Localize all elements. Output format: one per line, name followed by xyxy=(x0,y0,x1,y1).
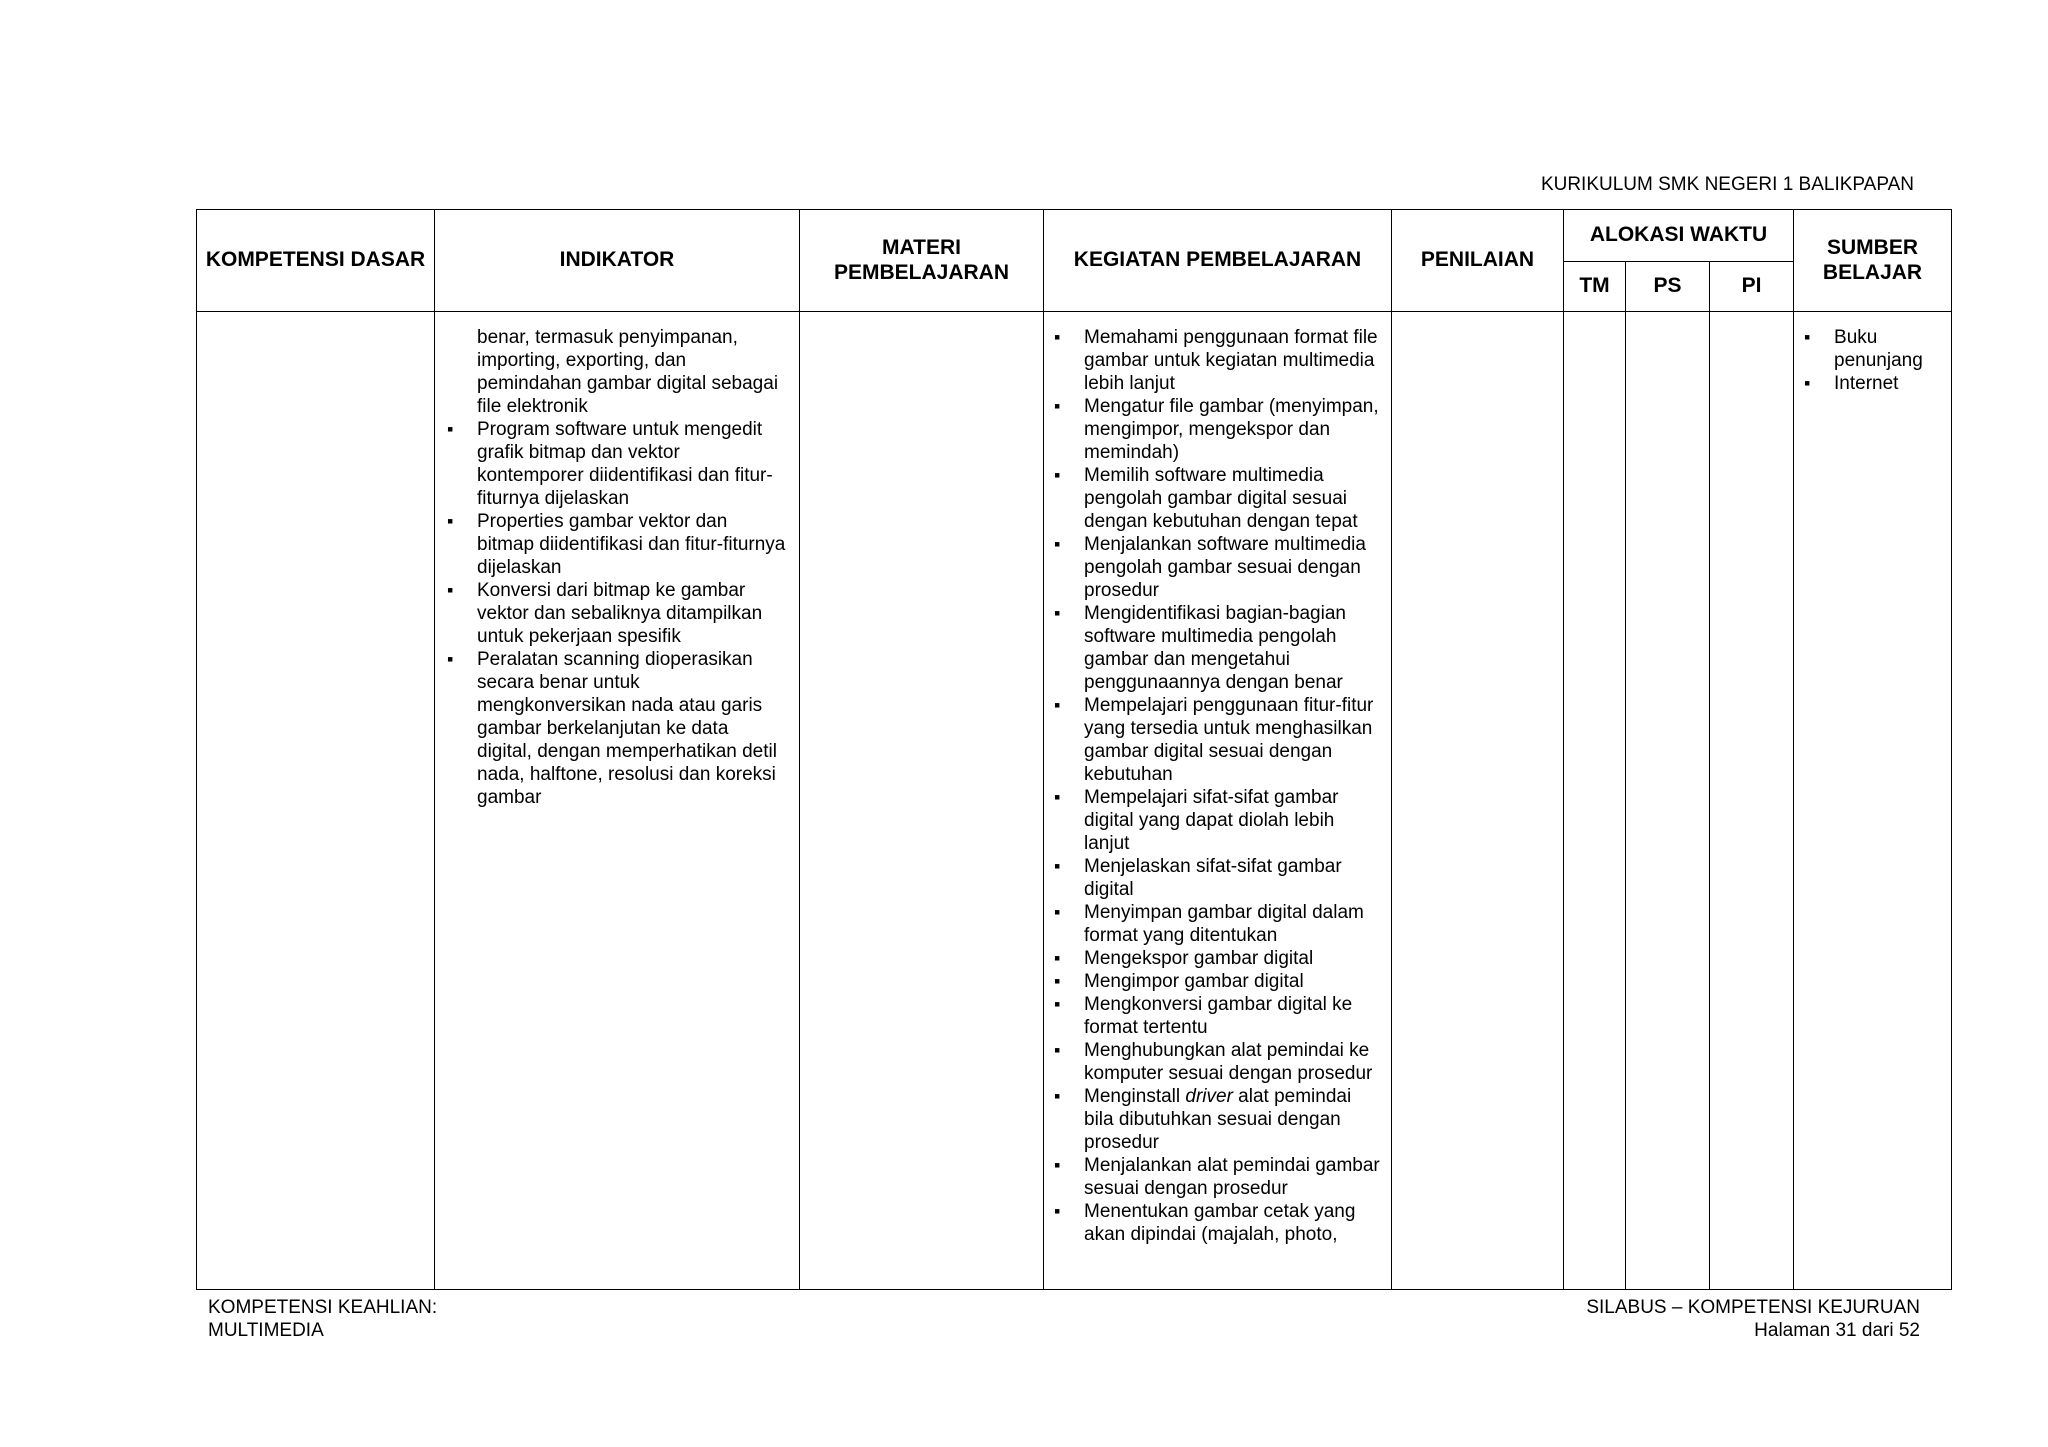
col-header-penilaian: PENILAIAN xyxy=(1392,210,1564,312)
cell-penilaian xyxy=(1392,312,1564,1290)
kegiatan-item: ▪ Mengekspor gambar digital xyxy=(1044,947,1381,970)
kegiatan-item: ▪ Mengimpor gambar digital xyxy=(1044,970,1381,993)
footer-page-number: Halaman 31 dari 52 xyxy=(1754,1320,1920,1341)
syllabus-table xyxy=(196,209,1952,1290)
cell-tm xyxy=(1564,312,1626,1290)
document-header: KURIKULUM SMK NEGERI 1 BALIKPAPAN xyxy=(1540,174,1914,195)
indikator-item: ▪ Konversi dari bitmap ke gambar vektor dan sebaliknya ditampilkan untuk pekerjaan spesifik xyxy=(437,579,787,648)
kegiatan-item: ▪ Menjalankan software multimedia pengolah gambar sesuai dengan prosedur xyxy=(1044,533,1381,602)
col-header-indikator: INDIKATOR xyxy=(435,210,800,312)
sumber-list xyxy=(1794,326,1945,395)
kegiatan-driver-after: alat pemindai bila dibutuhkan sesuai dengan prosedur xyxy=(1084,1086,1352,1153)
col-header-kegiatan: KEGIATAN PEMBELAJARAN xyxy=(1044,210,1392,312)
kegiatan-item-driver xyxy=(1044,1085,1381,1154)
col-header-ps: PS xyxy=(1626,262,1710,312)
kegiatan-item: ▪ Mengidentifikasi bagian-bagian software multimedia pengolah gambar dan mengetahui penggunaannya dengan benar xyxy=(1044,602,1381,694)
col-header-sumber: SUMBER BELAJAR xyxy=(1794,210,1952,312)
cell-ps xyxy=(1626,312,1710,1290)
kegiatan-item: ▪ Memilih software multimedia pengolah gambar digital sesuai dengan kebutuhan dengan tepat xyxy=(1044,464,1381,533)
col-header-tm: TM xyxy=(1564,262,1626,312)
col-header-kompetensi-dasar: KOMPETENSI DASAR xyxy=(197,210,435,312)
indikator-item: ▪ Peralatan scanning dioperasikan secara benar untuk mengkonversikan nada atau garis gambar berkelanjutan ke data digital, dengan memperhatikan detil nada, halftone, resolusi dan koreksi gambar xyxy=(437,648,787,809)
sumber-item: ▪ Buku penunjang xyxy=(1794,326,1945,372)
cell-kegiatan xyxy=(1044,312,1392,1290)
footer-competency-label: KOMPETENSI KEAHLIAN: xyxy=(208,1297,438,1318)
kegiatan-item: ▪ Mempelajari penggunaan fitur-fitur yang tersedia untuk menghasilkan gambar digital sesuai dengan kebutuhan xyxy=(1044,694,1381,786)
kegiatan-item: ▪ Menjalankan alat pemindai gambar sesuai dengan prosedur xyxy=(1044,1154,1381,1200)
footer-doc-title: SILABUS – KOMPETENSI KEJURUAN xyxy=(1586,1297,1920,1318)
cell-materi xyxy=(800,312,1044,1290)
kegiatan-list xyxy=(1044,326,1381,1246)
indikator-item: ▪ Properties gambar vektor dan bitmap diidentifikasi dan fitur-fiturnya dijelaskan xyxy=(437,510,787,579)
indikator-list xyxy=(437,326,787,809)
kegiatan-item: ▪ Menyimpan gambar digital dalam format yang ditentukan xyxy=(1044,901,1381,947)
footer-competency-value: MULTIMEDIA xyxy=(208,1320,324,1341)
kegiatan-item: ▪ Mengatur file gambar (menyimpan, mengimpor, mengekspor dan memindah) xyxy=(1044,395,1381,464)
footer-right xyxy=(1586,1296,1920,1342)
kegiatan-driver-italic: driver xyxy=(1185,1086,1233,1107)
cell-indikator xyxy=(435,312,800,1290)
kegiatan-item: ▪ Menjelaskan sifat-sifat gambar digital xyxy=(1044,855,1381,901)
kegiatan-item: ▪ Menentukan gambar cetak yang akan dipindai (majalah, photo, xyxy=(1044,1200,1381,1246)
col-header-pi: PI xyxy=(1710,262,1794,312)
kegiatan-item: ▪ Mempelajari sifat-sifat gambar digital yang dapat diolah lebih lanjut xyxy=(1044,786,1381,855)
kegiatan-item: ▪ Memahami penggunaan format file gambar untuk kegiatan multimedia lebih lanjut xyxy=(1044,326,1381,395)
indikator-continuation: benar, termasuk penyimpanan, importing, exporting, dan pemindahan gambar digital sebagai file elektronik xyxy=(477,327,779,417)
indikator-item: ▪ Program software untuk mengedit grafik bitmap dan vektor kontemporer diidentifikasi dan fitur-fiturnya dijelaskan xyxy=(437,418,787,510)
col-header-materi: MATERI PEMBELAJARAN xyxy=(800,210,1044,312)
kegiatan-item: ▪ Mengkonversi gambar digital ke format tertentu xyxy=(1044,993,1381,1039)
cell-pi xyxy=(1710,312,1794,1290)
cell-sumber xyxy=(1794,312,1952,1290)
kegiatan-item: ▪ Menghubungkan alat pemindai ke komputer sesuai dengan prosedur xyxy=(1044,1039,1381,1085)
cell-kompetensi-dasar xyxy=(197,312,435,1290)
sumber-item: ▪ Internet xyxy=(1794,372,1945,395)
footer-left xyxy=(208,1296,437,1342)
kegiatan-driver-before: Menginstall xyxy=(1084,1086,1186,1107)
col-header-alokasi-waktu: ALOKASI WAKTU xyxy=(1564,210,1794,262)
